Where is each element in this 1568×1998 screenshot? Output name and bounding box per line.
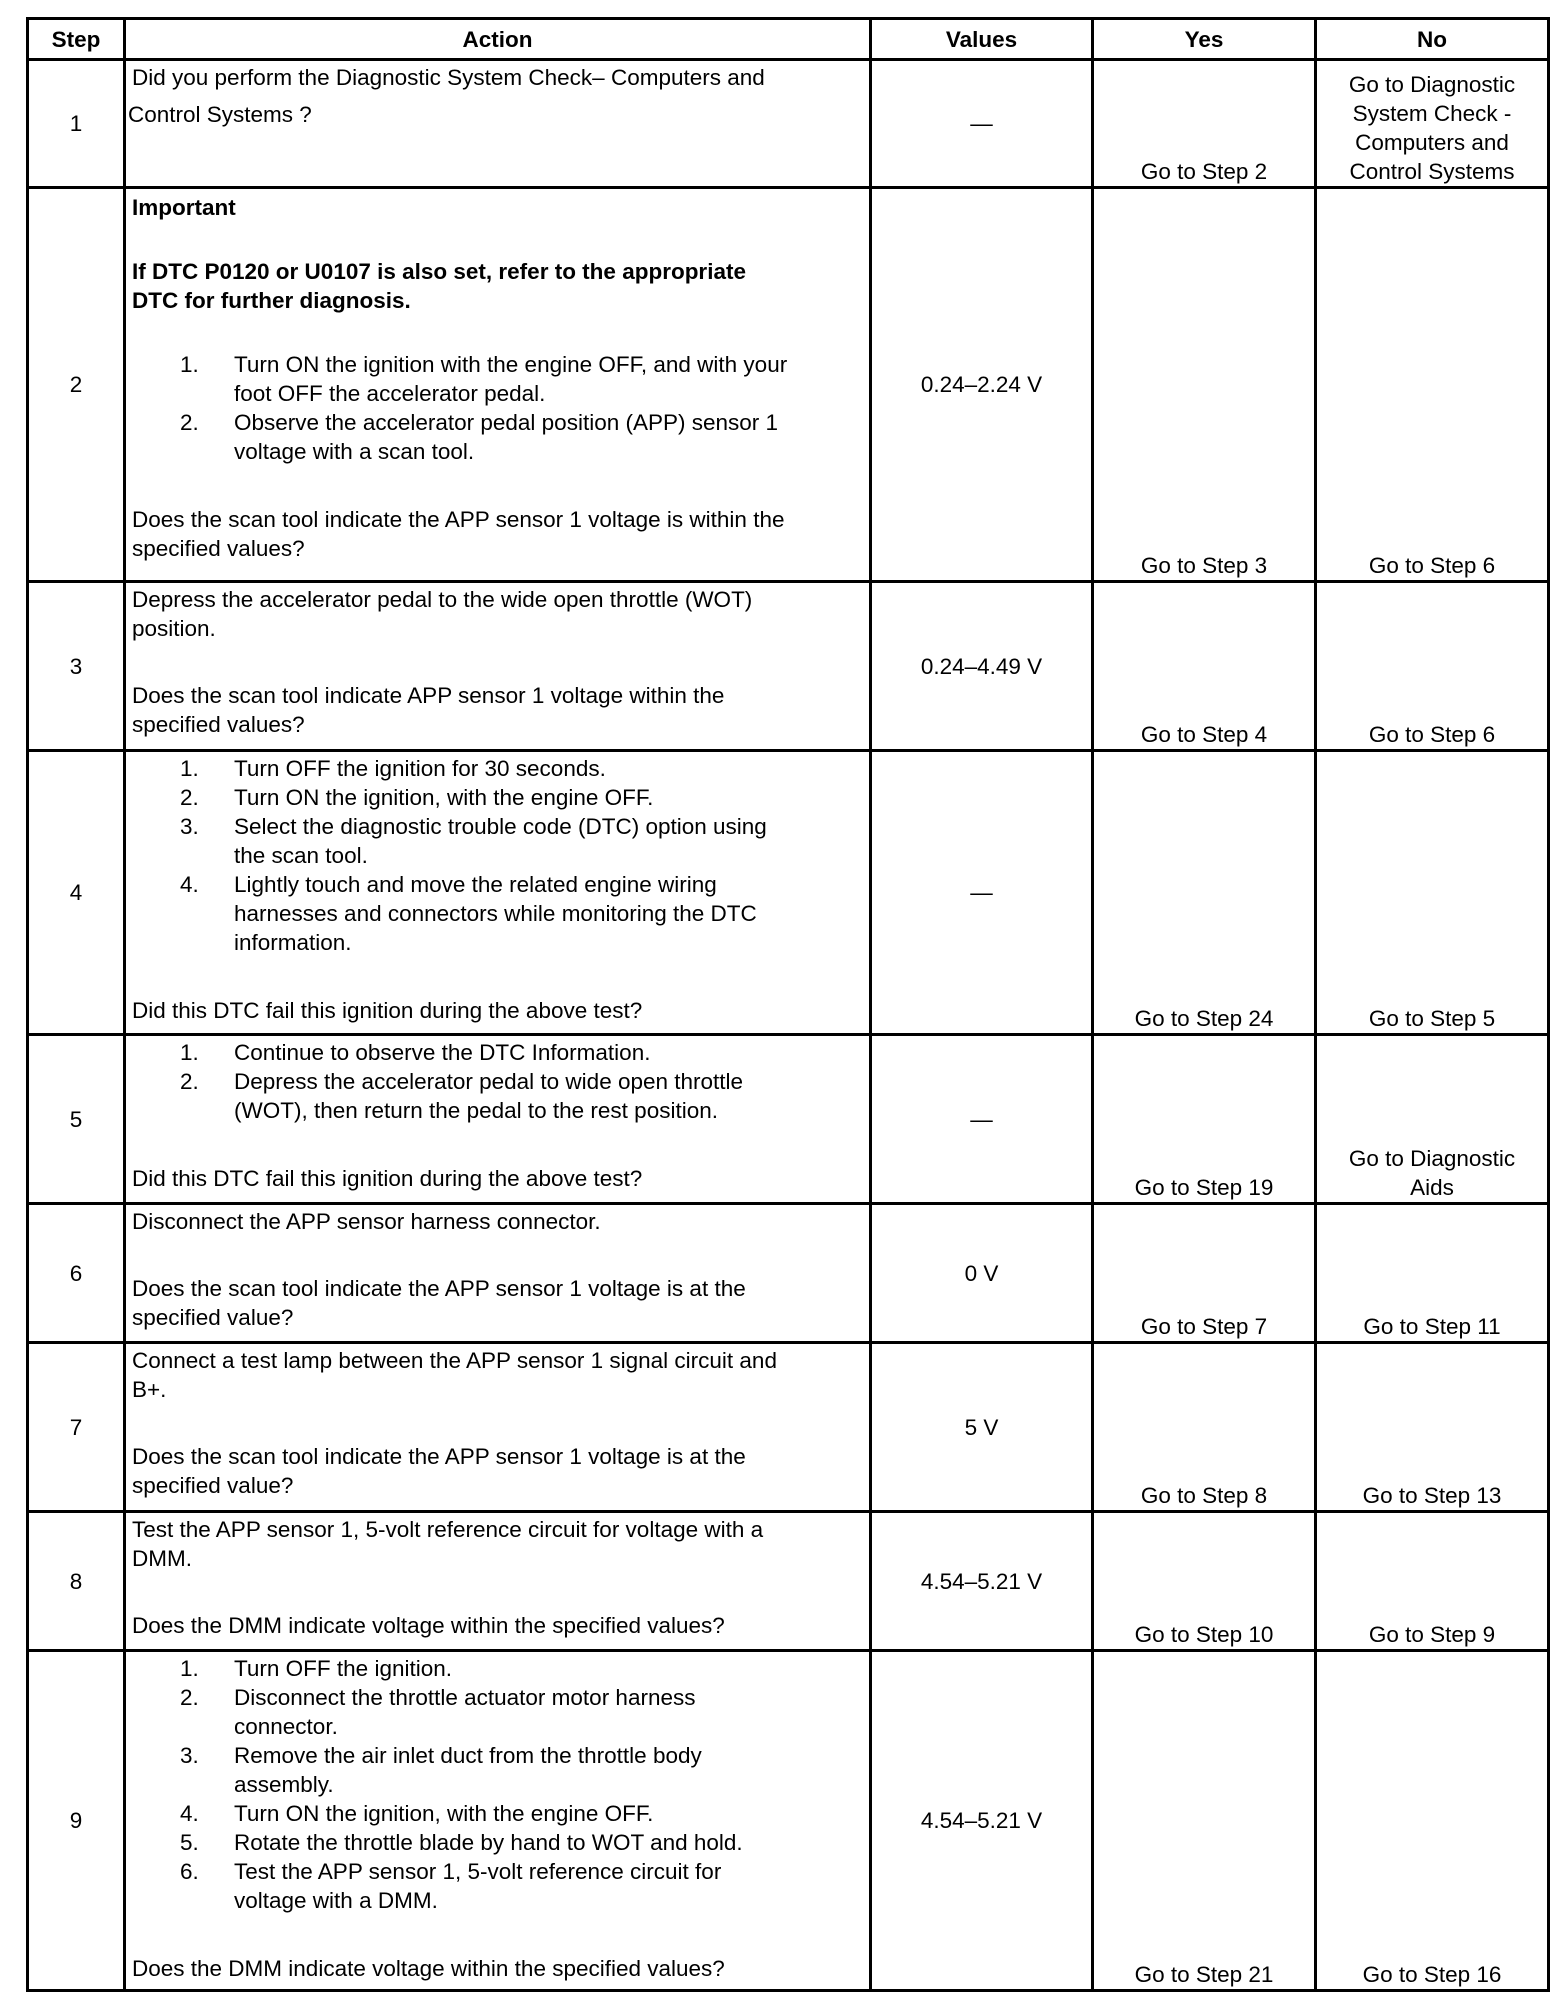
yes-cell: Go to Step 21 [1093, 1651, 1316, 1991]
important-note: If DTC P0120 or U0107 is also set, refer to the appropriate [132, 259, 746, 284]
no-cell [1316, 1035, 1549, 1204]
no-line: Aids [1410, 1175, 1454, 1200]
value-cell: 0.24–2.24 V [871, 188, 1093, 582]
step-number: 7 [28, 1343, 125, 1512]
no-line: Control Systems [1349, 159, 1515, 184]
action-text: Disconnect the APP sensor harness connector. [132, 1209, 601, 1234]
header-no: No [1316, 19, 1549, 60]
procedure-step: 1. Turn OFF the ignition for 30 seconds. [180, 756, 606, 781]
no-line: System Check - [1352, 101, 1512, 126]
value-cell: 0.24–4.49 V [871, 582, 1093, 751]
no-cell: Go to Step 5 [1316, 751, 1549, 1035]
no-cell: Go to Step 16 [1316, 1651, 1549, 1991]
action-question: specified value? [132, 1473, 294, 1498]
step-number: 5 [28, 1035, 125, 1204]
important-label: Important [132, 195, 236, 220]
important-note: DTC for further diagnosis. [132, 288, 411, 313]
yes-cell: Go to Step 3 [1093, 188, 1316, 582]
table-row [28, 582, 1549, 751]
procedure-list [132, 350, 863, 466]
action-cell [125, 751, 871, 1035]
action-text: Control Systems ? [128, 102, 312, 127]
yes-cell: Go to Step 7 [1093, 1204, 1316, 1343]
value-cell: — [871, 751, 1093, 1035]
step-number: 1 [28, 60, 125, 188]
table-row [28, 60, 1549, 188]
no-cell: Go to Step 11 [1316, 1204, 1549, 1343]
procedure-step: 2. Disconnect the throttle actuator motor harness connector. [180, 1685, 696, 1739]
yes-cell: Go to Step 24 [1093, 751, 1316, 1035]
step-number: 4 [28, 751, 125, 1035]
step-number: 3 [28, 582, 125, 751]
header-row [28, 19, 1549, 60]
yes-cell: Go to Step 8 [1093, 1343, 1316, 1512]
procedure-list [132, 1038, 863, 1125]
procedure-step: 6. Test the APP sensor 1, 5-volt reference circuit for voltage with a DMM. [180, 1859, 722, 1913]
action-question: Does the scan tool indicate the APP sensor 1 voltage is at the [132, 1276, 746, 1301]
procedure-step: 3. Remove the air inlet duct from the throttle body assembly. [180, 1743, 702, 1797]
procedure-step: 2. Depress the accelerator pedal to wide open throttle (WOT), then return the pedal to the rest position. [180, 1069, 744, 1123]
procedure-step: 1. Turn OFF the ignition. [180, 1656, 453, 1681]
yes-cell: Go to Step 4 [1093, 582, 1316, 751]
action-question: specified values? [132, 536, 305, 561]
action-cell [125, 1035, 871, 1204]
diagnostic-table [26, 17, 1550, 1992]
yes-cell: Go to Step 2 [1093, 60, 1316, 188]
value-cell: 4.54–5.21 V [871, 1651, 1093, 1991]
action-cell [125, 60, 871, 188]
header-step: Step [28, 19, 125, 60]
step-number: 6 [28, 1204, 125, 1343]
table-row [28, 1204, 1549, 1343]
action-question: specified values? [132, 712, 305, 737]
no-line: Computers and [1355, 130, 1509, 155]
header-values: Values [871, 19, 1093, 60]
action-text: position. [132, 616, 216, 641]
value-cell: 5 V [871, 1343, 1093, 1512]
procedure-list [132, 1654, 863, 1915]
action-cell [125, 582, 871, 751]
action-text: Connect a test lamp between the APP sensor 1 signal circuit and [132, 1348, 777, 1373]
procedure-step: 2. Turn ON the ignition, with the engine OFF. [180, 785, 654, 810]
table-row [28, 188, 1549, 582]
action-question: Does the DMM indicate voltage within the specified values? [132, 1956, 725, 1981]
action-text: B+. [132, 1377, 167, 1402]
procedure-step: 1. Turn ON the ignition with the engine OFF, and with your foot OFF the accelerator pedal. [180, 352, 788, 406]
action-question: Does the DMM indicate voltage within the specified values? [132, 1613, 725, 1638]
value-cell: 0 V [871, 1204, 1093, 1343]
table-row [28, 751, 1549, 1035]
procedure-step: 3. Select the diagnostic trouble code (DTC) option using the scan tool. [180, 814, 767, 868]
table-row [28, 1343, 1549, 1512]
value-cell: — [871, 60, 1093, 188]
action-cell [125, 1512, 871, 1651]
step-number: 8 [28, 1512, 125, 1651]
no-cell: Go to Step 9 [1316, 1512, 1549, 1651]
action-text: Did you perform the Diagnostic System Check– Computers and [132, 65, 765, 90]
no-line: Go to Diagnostic [1348, 72, 1516, 97]
procedure-step: 2. Observe the accelerator pedal position (APP) sensor 1 voltage with a scan tool. [180, 410, 779, 464]
no-cell [1316, 60, 1549, 188]
no-line: Go to Diagnostic [1348, 1146, 1516, 1171]
procedure-list [132, 754, 863, 957]
yes-cell: Go to Step 19 [1093, 1035, 1316, 1204]
yes-cell: Go to Step 10 [1093, 1512, 1316, 1651]
action-text: Depress the accelerator pedal to the wide open throttle (WOT) [132, 587, 753, 612]
action-question: Does the scan tool indicate APP sensor 1 voltage within the [132, 683, 725, 708]
no-cell: Go to Step 6 [1316, 188, 1549, 582]
table-row [28, 1512, 1549, 1651]
action-question: specified value? [132, 1305, 294, 1330]
step-number: 2 [28, 188, 125, 582]
table-row [28, 1035, 1549, 1204]
header-action: Action [125, 19, 871, 60]
action-question: Did this DTC fail this ignition during the above test? [132, 998, 643, 1023]
procedure-step: 1. Continue to observe the DTC Information. [180, 1040, 651, 1065]
procedure-step: 4. Lightly touch and move the related engine wiring harnesses and connectors while monitoring the DTC information. [180, 872, 757, 955]
step-number: 9 [28, 1651, 125, 1991]
procedure-step: 5. Rotate the throttle blade by hand to WOT and hold. [180, 1830, 743, 1855]
action-cell [125, 1343, 871, 1512]
action-text: Test the APP sensor 1, 5-volt reference circuit for voltage with a [132, 1517, 764, 1542]
table-row [28, 1651, 1549, 1991]
action-question: Does the scan tool indicate the APP sensor 1 voltage is within the [132, 507, 785, 532]
action-question: Does the scan tool indicate the APP sensor 1 voltage is at the [132, 1444, 746, 1469]
action-cell [125, 1204, 871, 1343]
action-text: DMM. [132, 1546, 192, 1571]
value-cell: 4.54–5.21 V [871, 1512, 1093, 1651]
action-question: Did this DTC fail this ignition during the above test? [132, 1166, 643, 1191]
action-cell [125, 1651, 871, 1991]
action-cell [125, 188, 871, 582]
procedure-step: 4. Turn ON the ignition, with the engine OFF. [180, 1801, 654, 1826]
header-yes: Yes [1093, 19, 1316, 60]
no-cell: Go to Step 13 [1316, 1343, 1549, 1512]
no-cell: Go to Step 6 [1316, 582, 1549, 751]
value-cell: — [871, 1035, 1093, 1204]
